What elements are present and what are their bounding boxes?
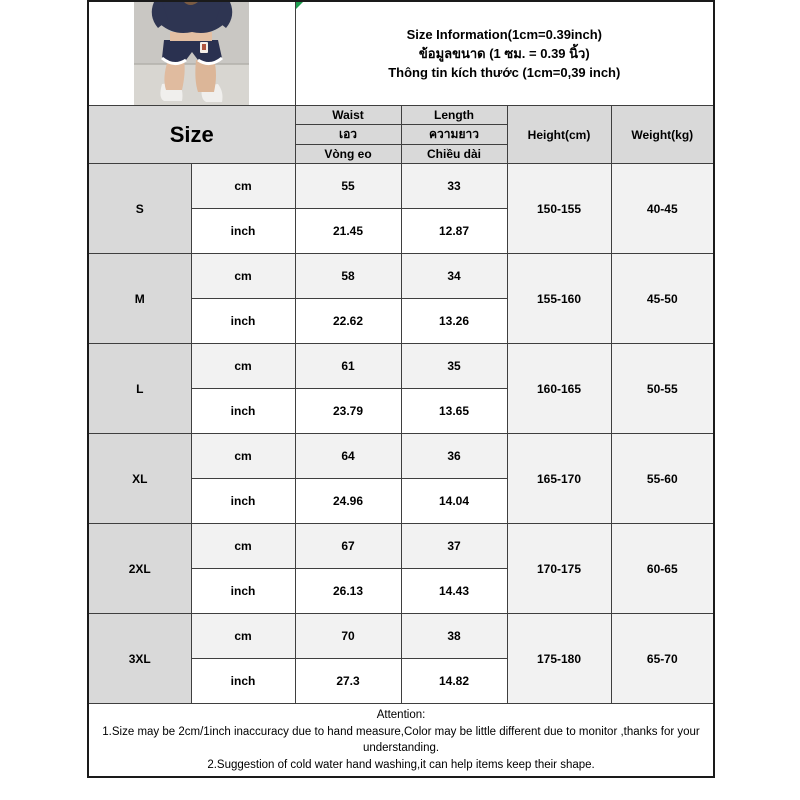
unit-cm: cm — [191, 434, 295, 479]
attention-note-1: 1.Size may be 2cm/1inch inaccuracy due to hand measure,Color may be little different due to monitor ,thanks for your understanding. — [102, 725, 700, 754]
size-row-2xl-cm — [88, 524, 714, 569]
size-row-3xl-cm — [88, 614, 714, 659]
attention-note-2: 2.Suggestion of cold water hand washing,it can help items keep their shape. — [207, 758, 595, 771]
waist-cm-value: 67 — [295, 524, 401, 569]
size-label: S — [88, 164, 191, 254]
size-label: XL — [88, 434, 191, 524]
header-weight: Weight(kg) — [611, 106, 714, 164]
title-line-vi: Thông tin kích thước (1cm=0,39 inch) — [388, 65, 621, 80]
unit-inch: inch — [191, 299, 295, 344]
height-value: 150-155 — [507, 164, 611, 254]
header-size: Size — [88, 106, 295, 164]
unit-inch: inch — [191, 659, 295, 704]
size-row-m-cm — [88, 254, 714, 299]
length-inch-value: 13.26 — [401, 299, 507, 344]
weight-value: 65-70 — [611, 614, 714, 704]
header-length-th: ความยาว — [401, 125, 507, 145]
unit-inch: inch — [191, 479, 295, 524]
green-corner-flag-icon — [296, 2, 303, 9]
title-line-en: Size Information(1cm=0.39inch) — [406, 27, 602, 42]
length-inch-value: 14.43 — [401, 569, 507, 614]
length-inch-value: 14.82 — [401, 659, 507, 704]
height-value: 165-170 — [507, 434, 611, 524]
size-label: L — [88, 344, 191, 434]
size-label: M — [88, 254, 191, 344]
length-cm-value: 38 — [401, 614, 507, 659]
attention-row — [88, 704, 714, 778]
weight-value: 60-65 — [611, 524, 714, 614]
waist-cm-value: 55 — [295, 164, 401, 209]
unit-cm: cm — [191, 524, 295, 569]
header-row-en — [88, 106, 714, 125]
length-cm-value: 37 — [401, 524, 507, 569]
waist-cm-value: 64 — [295, 434, 401, 479]
unit-inch: inch — [191, 389, 295, 434]
unit-cm: cm — [191, 614, 295, 659]
weight-value: 55-60 — [611, 434, 714, 524]
height-value: 155-160 — [507, 254, 611, 344]
length-inch-value: 14.04 — [401, 479, 507, 524]
waist-cm-value: 70 — [295, 614, 401, 659]
length-inch-value: 13.65 — [401, 389, 507, 434]
height-value: 170-175 — [507, 524, 611, 614]
product-photo-image — [134, 2, 249, 105]
attention-cell — [88, 704, 714, 778]
length-cm-value: 34 — [401, 254, 507, 299]
size-row-l-cm — [88, 344, 714, 389]
unit-cm: cm — [191, 344, 295, 389]
weight-value: 50-55 — [611, 344, 714, 434]
top-row — [88, 1, 714, 106]
waist-inch-value: 24.96 — [295, 479, 401, 524]
photo-cell — [88, 1, 295, 106]
header-waist-th: เอว — [295, 125, 401, 145]
unit-cm: cm — [191, 254, 295, 299]
unit-inch: inch — [191, 209, 295, 254]
waist-inch-value: 27.3 — [295, 659, 401, 704]
size-row-xl-cm — [88, 434, 714, 479]
size-row-s-cm — [88, 164, 714, 209]
waist-inch-value: 26.13 — [295, 569, 401, 614]
length-cm-value: 33 — [401, 164, 507, 209]
size-label: 3XL — [88, 614, 191, 704]
weight-value: 45-50 — [611, 254, 714, 344]
waist-inch-value: 22.62 — [295, 299, 401, 344]
unit-cm: cm — [191, 164, 295, 209]
waist-inch-value: 23.79 — [295, 389, 401, 434]
height-value: 160-165 — [507, 344, 611, 434]
waist-cm-value: 61 — [295, 344, 401, 389]
weight-value: 40-45 — [611, 164, 714, 254]
header-waist-vi: Vòng eo — [295, 145, 401, 164]
header-waist-en: Waist — [295, 106, 401, 125]
size-table — [87, 0, 715, 778]
size-label: 2XL — [88, 524, 191, 614]
waist-inch-value: 21.45 — [295, 209, 401, 254]
header-length-vi: Chiều dài — [401, 145, 507, 164]
attention-heading: Attention: — [376, 709, 426, 721]
header-length-en: Length — [401, 106, 507, 125]
length-inch-value: 12.87 — [401, 209, 507, 254]
length-cm-value: 36 — [401, 434, 507, 479]
title-cell — [295, 1, 714, 106]
length-cm-value: 35 — [401, 344, 507, 389]
waist-cm-value: 58 — [295, 254, 401, 299]
title-line-th: ข้อมูลขนาด (1 ซม. = 0.39 นิ้ว) — [418, 46, 590, 61]
height-value: 175-180 — [507, 614, 611, 704]
unit-inch: inch — [191, 569, 295, 614]
header-height: Height(cm) — [507, 106, 611, 164]
